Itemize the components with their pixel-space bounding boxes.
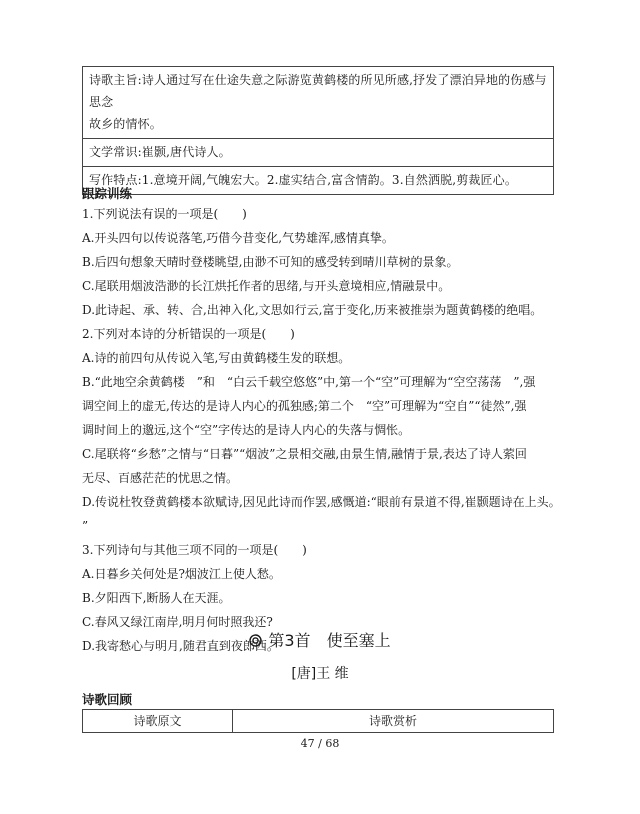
q1-option-c[interactable]: C.尾联用烟波浩渺的长江烘托作者的思绪,与开头意境相应,情融景中。 bbox=[82, 279, 451, 293]
q2-option-c-line1[interactable]: C.尾联将“乡愁”之情与“日暮”“烟波”之景相交融,由景生情,融情于景,表达了诗人萦回 bbox=[82, 447, 527, 461]
q1-option-d[interactable]: D.此诗起、承、转、合,出神入化,文思如行云,富于变化,历来被推崇为题黄鹤楼的绝唱。 bbox=[82, 303, 543, 317]
theme-text-line2: 故乡的情怀。 bbox=[89, 117, 162, 131]
q1-option-b[interactable]: B.后四句想象天晴时登楼眺望,由渺不可知的感受转到晴川草树的景象。 bbox=[82, 255, 459, 269]
features-row bbox=[83, 167, 553, 194]
page-number: 47 / 68 bbox=[300, 737, 340, 750]
review-heading: 诗歌回顾 bbox=[82, 692, 133, 707]
q3-option-d[interactable]: D.我寄愁心与明月,随君直到夜郎西。 bbox=[82, 639, 279, 653]
theme-text-line1: 诗歌主旨:诗人通过写在仕途失意之际游览黄鹤楼的所见所感,抒发了漂泊异地的伤感与思念 bbox=[89, 73, 547, 109]
q2-stem: 2.下列对本诗的分析错误的一项是( ) bbox=[82, 327, 295, 341]
q3-option-a[interactable]: A.日暮乡关何处是?烟波江上使人愁。 bbox=[82, 567, 281, 581]
q2-option-a[interactable]: A.诗的前四句从传说入笔,写由黄鹤楼生发的联想。 bbox=[82, 351, 351, 365]
theme-row bbox=[83, 67, 553, 139]
col-original-text: 诗歌原文 bbox=[83, 710, 233, 732]
q1-option-a[interactable]: A.开头四句以传说落笔,巧借今昔变化,气势雄浑,感情真挚。 bbox=[82, 231, 394, 245]
poem-title-text: 第3首 使至塞上 bbox=[268, 631, 391, 650]
literature-text: 文学常识:崔颢,唐代诗人。 bbox=[89, 145, 231, 159]
summary-box bbox=[82, 66, 554, 195]
q2-option-b-line1[interactable]: B.“此地空余黄鹤楼 ”和 “白云千载空悠悠”中,第一个“空”可理解为“空空荡荡 ”,强 bbox=[82, 375, 536, 389]
col-appreciation: 诗歌赏析 bbox=[368, 714, 417, 728]
features-text: 写作特点:1.意境开阔,气魄宏大。2.虚实结合,富含情韵。3.自然洒脱,剪裁匠心。 bbox=[89, 173, 517, 187]
q2-option-b-line3: 调时间上的邈远,这个“空”字传达的是诗人内心的失落与惆怅。 bbox=[82, 423, 411, 437]
literature-row bbox=[83, 139, 553, 167]
q3-stem: 3.下列诗句与其他三项不同的一项是( ) bbox=[82, 543, 307, 557]
q3-option-b[interactable]: B.夕阳西下,断肠人在天涯。 bbox=[82, 591, 231, 605]
training-heading: 跟踪训练 bbox=[82, 186, 133, 201]
question-block bbox=[82, 202, 560, 658]
review-table-header bbox=[82, 709, 554, 733]
target-icon bbox=[249, 631, 262, 650]
poem-author: [唐]王 维 bbox=[291, 666, 349, 682]
q2-option-c-line2: 无尽、百感茫茫的忧思之情。 bbox=[82, 471, 239, 485]
q3-option-c[interactable]: C.春风又绿江南岸,明月何时照我还? bbox=[82, 615, 273, 629]
q1-stem: 1.下列说法有误的一项是( ) bbox=[82, 207, 247, 221]
q2-option-d-line1[interactable]: D.传说杜牧登黄鹤楼本欲赋诗,因见此诗而作罢,感慨道:“眼前有景道不得,崔颢题诗在上头。 bbox=[82, 495, 561, 509]
q2-option-b-line2: 调空间上的虚无,传达的是诗人内心的孤独感;第二个 “空”可理解为“空自”“徒然”,强 bbox=[82, 399, 527, 413]
q2-option-d-line2: ” bbox=[82, 519, 89, 533]
poem-title bbox=[0, 628, 640, 651]
